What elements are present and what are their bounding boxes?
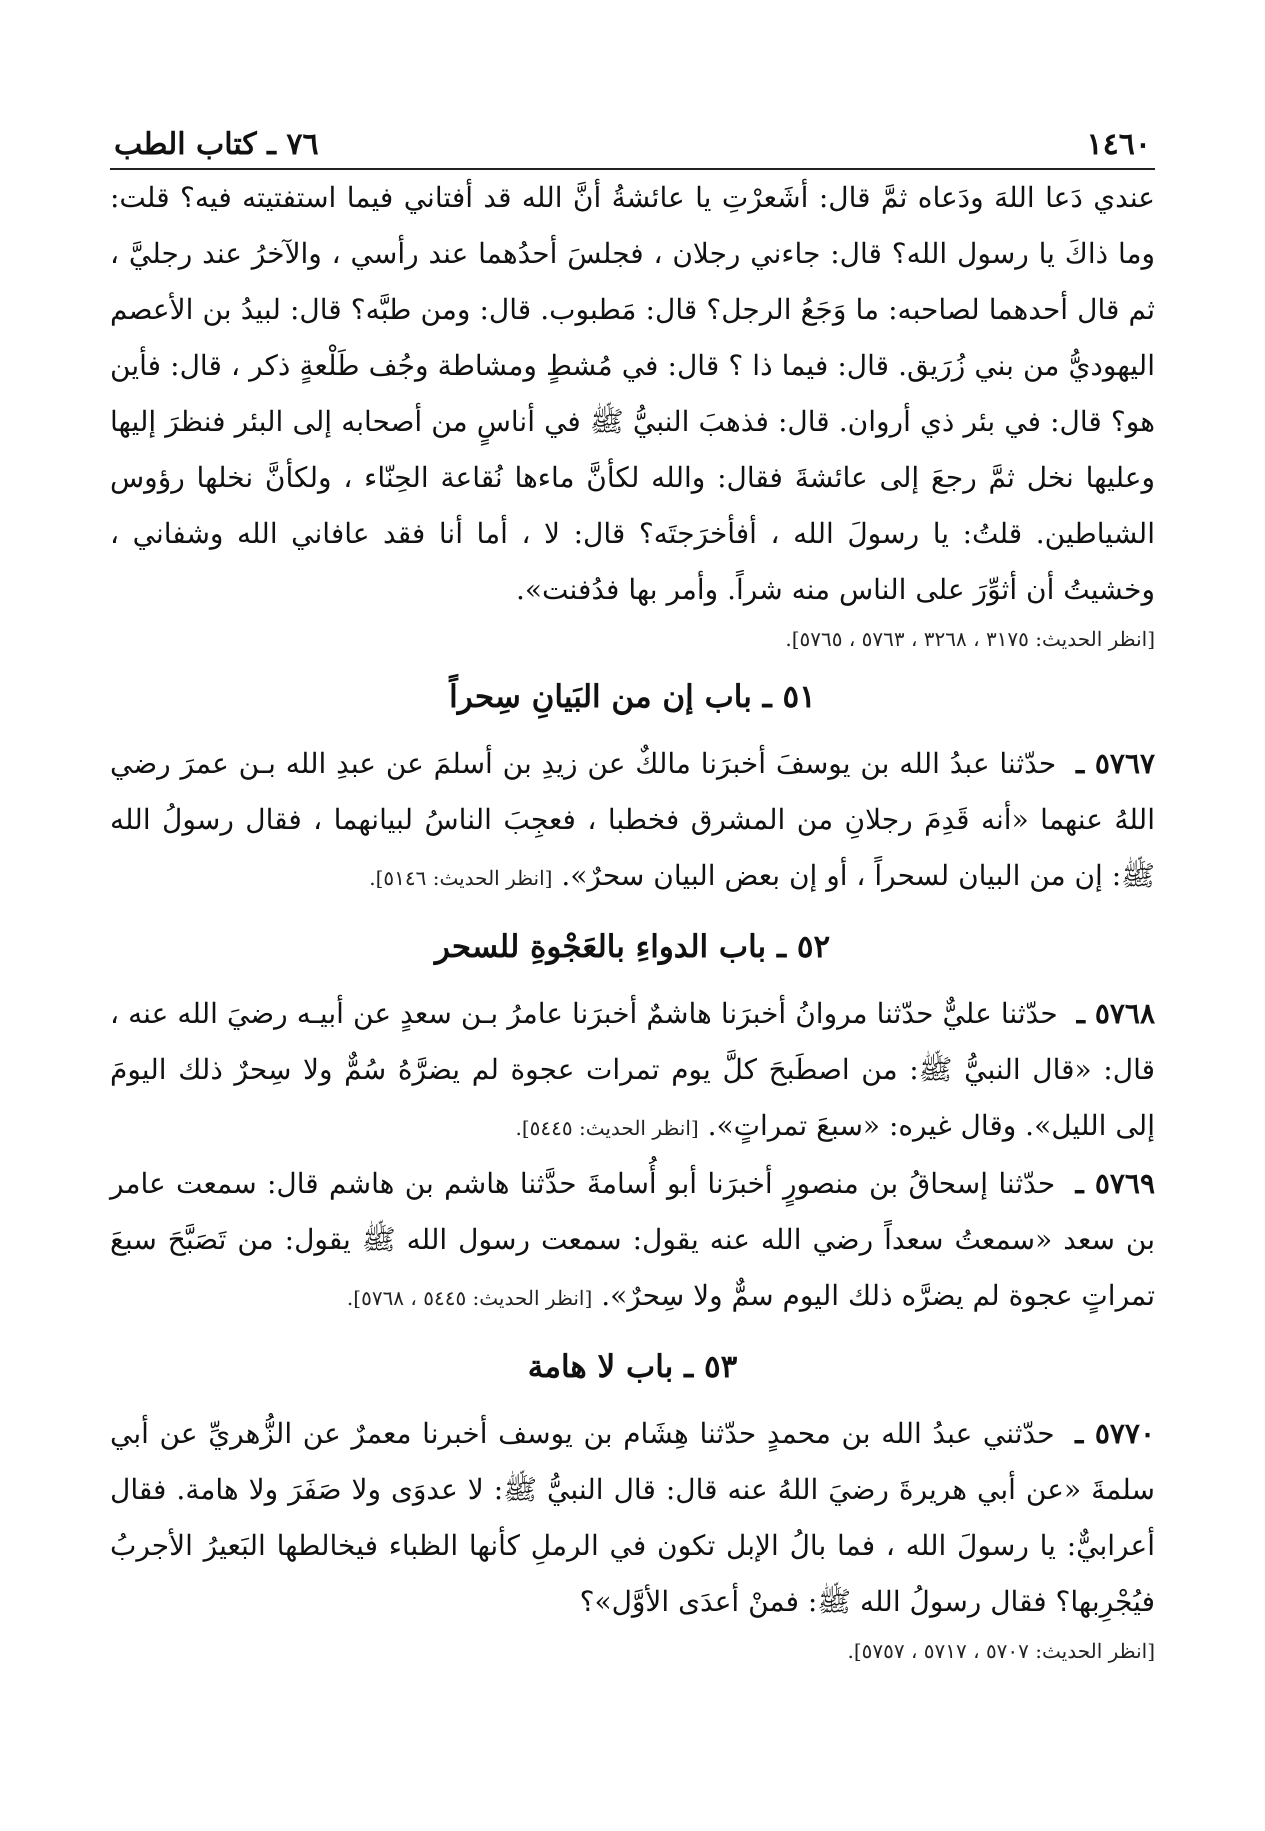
chapter-52-title: ٥٢ ـ باب الدواءِ بالعَجْوةِ للسحر: [434, 929, 831, 965]
hadith-number: ٥٧٦٨ ـ: [1076, 997, 1155, 1030]
hadith-5770-reference: [انظر الحديث: ٥٧٠٧ ، ٥٧١٧ ، ٥٧٥٧].: [847, 1639, 1155, 1663]
book-page: [110, 100, 1155, 1791]
continued-hadith-text: عندي دَعا اللهَ ودَعاه ثمَّ قال: أشَعرْتِ يا عائشةُ أنَّ الله قد أفتاني فيما استفتيته فيه؟ قلت: وما ذاكَ يا رسول الله؟ قال: جاءني رجلان ، فجلسَ أحدُهما عند رأسي ، والآخرُ عند رجليَّ ، ثم قال أحدهما لصاحبه: ما وَجَعُ الرجل؟ قال: مَطبوب. قال: ومن طبَّه؟ قال: لبيدُ بن الأعصم اليهوديُّ من بني زُرَيق. قال: فيما ذا ؟ قال: في مُشطٍ ومشاطة وجُف طَلْعةٍ ذكر ، قال: فأين هو؟ قال: في بئر ذي أروان. قال: فذهبَ النبيُّ ﷺ في أناسٍ من أصحابه إلى البئر فنظرَ إليها وعليها نخل ثمَّ رجعَ إلى عائشةَ فقال: والله لكأنَّ ماءها نُقاعة الحِنّاء ، ولكأنَّ نخلها رؤوس الشياطين. قلتُ: يا رسولَ الله ، أفأخرَجتَه؟ قال: لا ، أما أنا فقد عافاني الله وشفاني ، وخشيتُ أن أثوِّرَ على الناس منه شراً. وأمر بها فدُفنت».: [110, 181, 1155, 606]
hadith-5770: [110, 1406, 1155, 1630]
hadith-text: حدّثنا إسحاقُ بن منصورٍ أخبرَنا أبو أُسامةَ حدَّثنا هاشم بن هاشم قال: سمعت عامر بن سعد «سمعتُ سعداً رضي الله عنه يقول: سمعت رسول الله ﷺ يقول: من تَصَبَّحَ سبعَ تمراتٍ عجوة لم يضرَّه ذلك اليوم سمٌّ ولا سِحرٌ».: [110, 1167, 1155, 1312]
page-header: [110, 100, 1155, 170]
hadith-reference: [انظر الحديث: ٥١٤٦].: [369, 866, 553, 890]
hadith-number: ٥٧٦٩ ـ: [1075, 1167, 1155, 1200]
hadith-text: حدّثنا عليٌّ حدّثنا مروانُ أخبرَنا هاشمٌ أخبرَنا عامرُ بـن سعدٍ عن أبيـه رضيَ الله عنه ، قال: «قال النبيُّ ﷺ: من اصطَبحَ كلَّ يوم تمرات عجوة لم يضرَّهُ سُمٌّ ولا سِحرٌ ذلك اليومَ إلى الليل». وقال غيره: «سبعَ تمراتٍ».: [110, 997, 1155, 1142]
book-title: ٧٦ ـ كتاب الطب: [114, 127, 319, 162]
chapter-51-title: ٥١ ـ باب إن من البَيانِ سِحراً: [449, 679, 816, 715]
hadith-text: حدّثنا عبدُ الله بن يوسفَ أخبرَنا مالكٌ عن زيدِ بن أسلمَ عن عبدِ الله بـن عمرَ رضي اللهُ عنهما «أنه قَدِمَ رجلانِ من المشرق فخطبا ، فعجِبَ الناسُ لبيانهما ، فقال رسولُ الله ﷺ: إن من البيان لسحراً ، أو إن بعض البيان سحرٌ».: [110, 747, 1155, 892]
continued-hadith-reference: [انظر الحديث: ٣١٧٥ ، ٣٢٦٨ ، ٥٧٦٣ ، ٥٧٦٥].: [785, 627, 1155, 651]
hadith-number: ٥٧٦٧ ـ: [1075, 747, 1156, 780]
hadith-5768: [110, 986, 1155, 1156]
hadith-5767: [110, 736, 1155, 906]
page-body: [110, 170, 1155, 1668]
hadith-reference: [انظر الحديث: ٥٤٤٥ ، ٥٧٦٨].: [346, 1286, 593, 1310]
hadith-5769: [110, 1156, 1155, 1326]
hadith-number: ٥٧٧٠ ـ: [1075, 1417, 1155, 1450]
hadith-reference: [انظر الحديث: ٥٤٤٥].: [515, 1116, 699, 1140]
page-number: ١٤٦٠: [1086, 127, 1151, 162]
chapter-53-title: ٥٣ ـ باب لا هامة: [527, 1349, 738, 1385]
hadith-text: حدّثني عبدُ الله بن محمدٍ حدّثنا هِشَام بن يوسف أخبرنا معمرٌ عن الزُّهريِّ عن أبي سلمةَ «عن أبي هريرةَ رضيَ اللهُ عنه قال: قال النبيُّ ﷺ: لا عدوَى ولا صَفَرَ ولا هامة. فقال أعرابيٌّ: يا رسولَ الله ، فما بالُ الإبل تكون في الرملِ كأنها الظباء فيخالطها البَعيرُ الأجربُ فيُجْرِبها؟ فقال رسولُ الله ﷺ: فمنْ أعدَى الأوَّل»؟: [110, 1417, 1155, 1618]
